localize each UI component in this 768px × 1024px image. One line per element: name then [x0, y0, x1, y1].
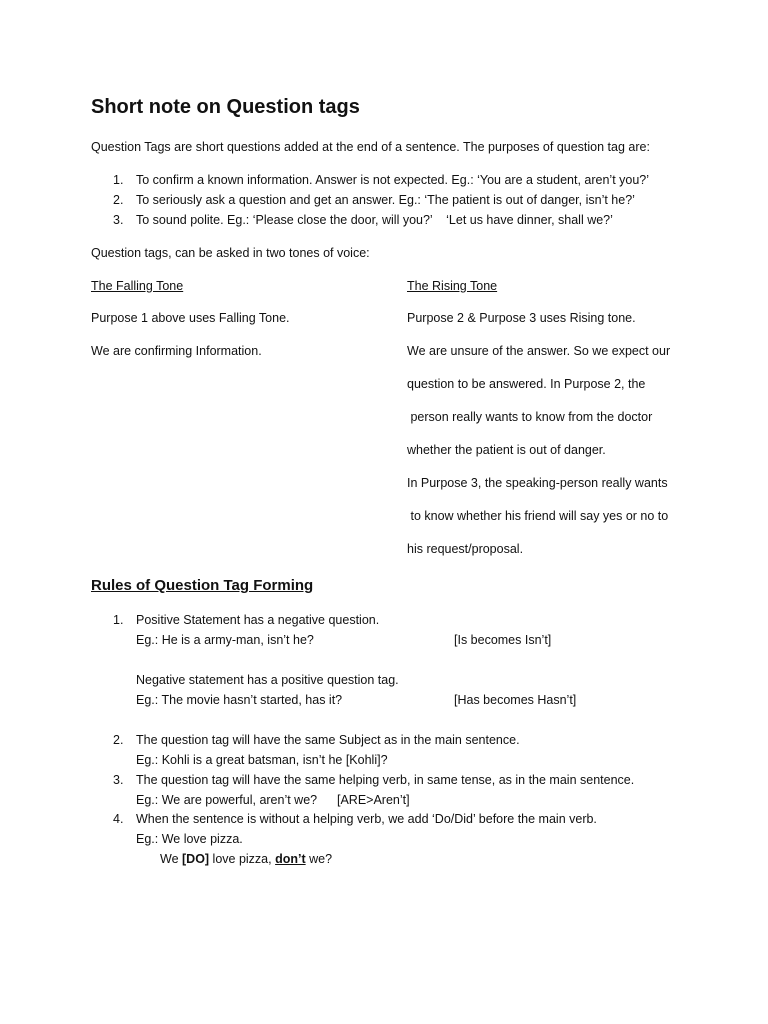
page-title: Short note on Question tags	[91, 96, 360, 118]
rule-example: Eg.: He is a army-man, isn’t he?	[136, 633, 314, 647]
list-number: 2.	[113, 733, 124, 747]
rule-example: Eg.: We love pizza.	[136, 832, 243, 846]
intro-text: Question Tags are short questions added at the end of a sentence. The purposes of question tag are:	[91, 140, 650, 154]
rule-text: When the sentence is without a helping verb, we add ‘Do/Did’ before the main verb.	[136, 812, 597, 826]
rising-tone-line: his request/proposal.	[407, 542, 524, 556]
rising-tone-line: question to be answered. In Purpose 2, the	[407, 377, 646, 391]
list-number: 1.	[113, 613, 124, 627]
rule-note: [Has becomes Hasn’t]	[454, 693, 577, 707]
rising-tone-line: We are unsure of the answer. So we expect our	[407, 344, 671, 358]
rising-tone-line: In Purpose 3, the speaking-person really wants	[407, 476, 668, 490]
rule-note: [ARE>Aren’t]	[337, 793, 410, 807]
tones-intro: Question tags, can be asked in two tones of voice:	[91, 246, 370, 260]
example-part: We	[160, 852, 182, 866]
rules-heading: Rules of Question Tag Forming	[91, 577, 314, 594]
rule-example: Eg.: We are powerful, aren’t we?	[136, 793, 318, 807]
rule-text: Positive Statement has a negative question.	[136, 613, 380, 627]
falling-tone-line: Purpose 1 above uses Falling Tone.	[91, 311, 290, 325]
rising-tone-heading: The Rising Tone	[407, 279, 498, 293]
rule-example-sentence	[160, 852, 332, 866]
list-number: 4.	[113, 812, 124, 826]
list-number: 3.	[113, 773, 124, 787]
list-number: 1.	[113, 173, 124, 187]
rule-note: [Is becomes Isn’t]	[454, 633, 552, 647]
example-part: we?	[305, 852, 333, 866]
falling-tone-line: We are confirming Information.	[91, 344, 262, 358]
purpose-text: To sound polite. Eg.: ‘Please close the door, will you?’ ‘Let us have dinner, shall we?’	[136, 213, 613, 227]
purpose-text: To seriously ask a question and get an answer. Eg.: ‘The patient is out of danger, isn’t he?’	[136, 193, 635, 207]
rule-text: The question tag will have the same Subject as in the main sentence.	[136, 733, 520, 747]
rising-tone-line: to know whether his friend will say yes or no to	[407, 509, 669, 523]
example-part: [DO]	[182, 852, 210, 866]
rising-tone-line: person really wants to know from the doctor	[407, 410, 653, 424]
rule-example: Eg.: The movie hasn’t started, has it?	[136, 693, 343, 707]
example-part: don’t	[275, 852, 306, 866]
rising-tone-line: whether the patient is out of danger.	[407, 443, 606, 457]
falling-tone-heading: The Falling Tone	[91, 279, 184, 293]
rule-text: Negative statement has a positive question tag.	[136, 673, 399, 687]
rising-tone-line: Purpose 2 & Purpose 3 uses Rising tone.	[407, 311, 636, 325]
example-part: love pizza,	[209, 852, 276, 866]
list-number: 2.	[113, 193, 124, 207]
rule-text: The question tag will have the same helping verb, in same tense, as in the main sentence.	[136, 773, 635, 787]
rule-example: Eg.: Kohli is a great batsman, isn’t he [Kohli]?	[136, 753, 388, 767]
list-number: 3.	[113, 213, 124, 227]
purpose-text: To confirm a known information. Answer is not expected. Eg.: ‘You are a student, aren’t you?’	[136, 173, 650, 187]
